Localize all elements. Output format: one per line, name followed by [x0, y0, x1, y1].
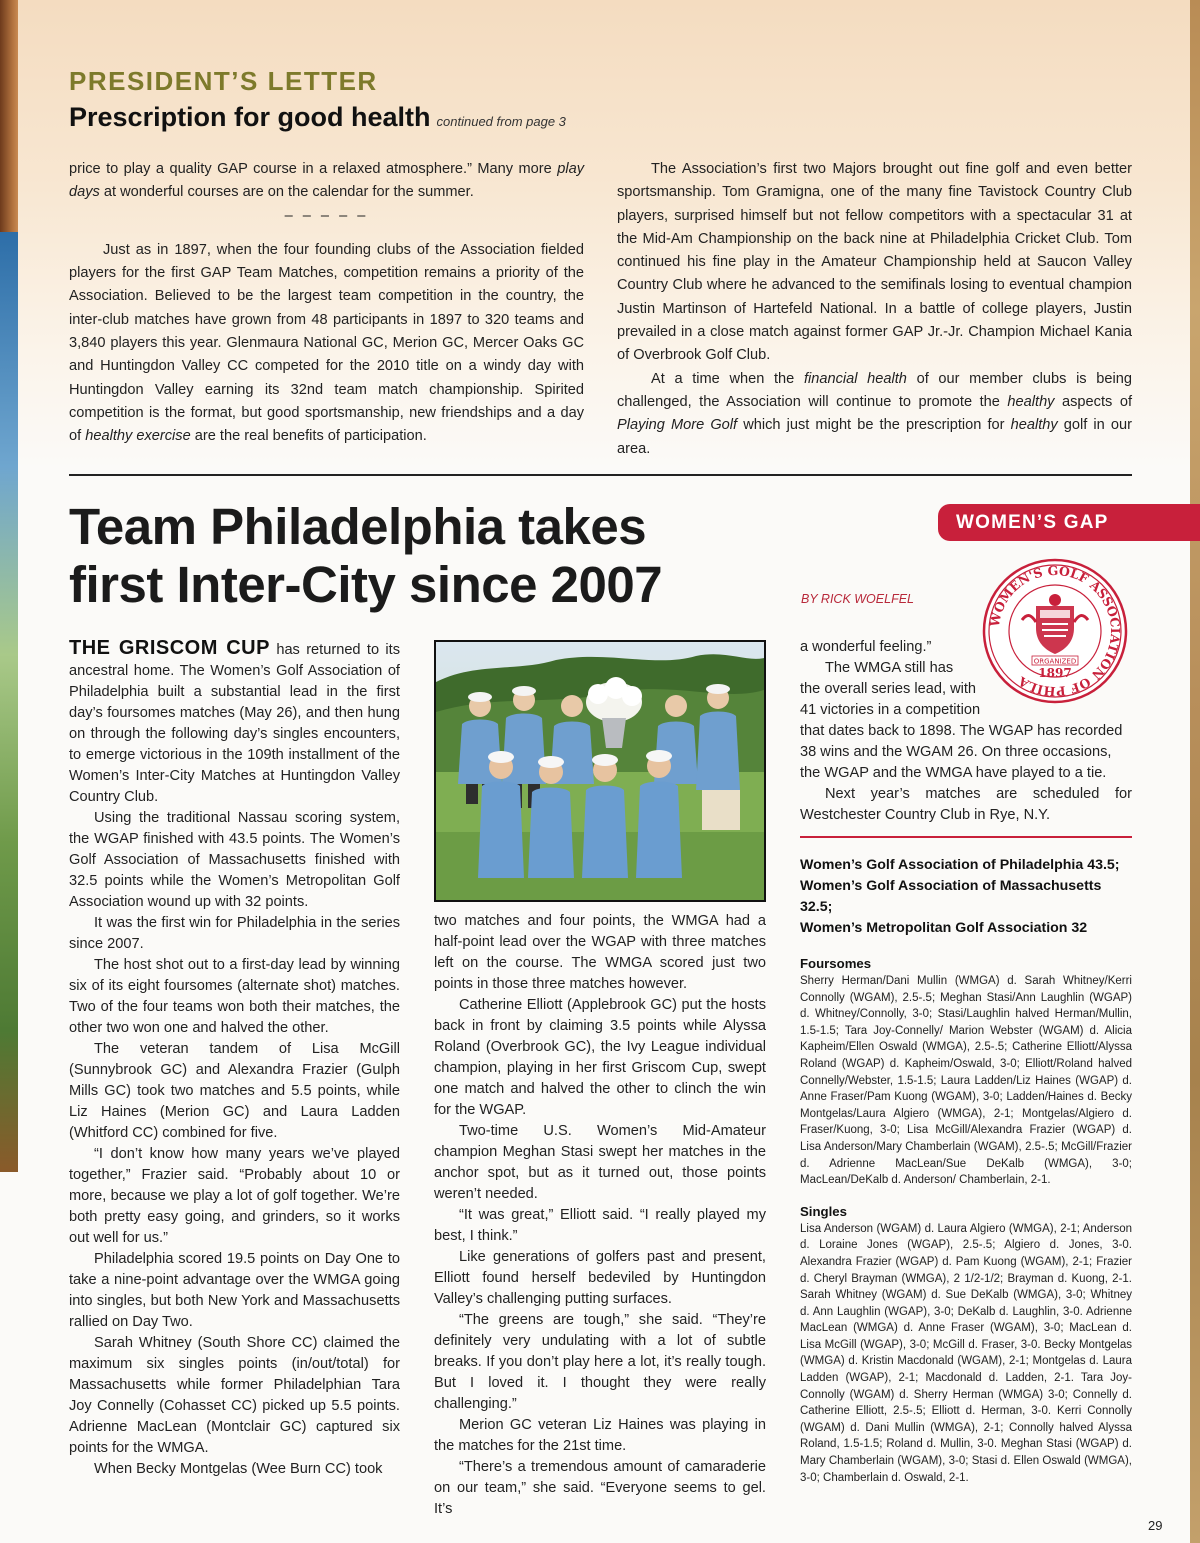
article-lead-in: THE GRISCOM CUP: [69, 637, 270, 659]
singles-results: Lisa Anderson (WGAM) d. Laura Algiero (WMGA), 2-1; Anderson d. Loraine Jones (WGAP), 2.5-.5; Algiero d. Jones, 3-0. Alexandra Frazier (WGAP) d. Pam Kuong (WGAM), 2-1; Frazier d. Cheryl Brayman (WMGA), 2 1/2-1/2; Brayman d. Kuong, 2-1. Sarah Whitney (WGAM) d. Sue DeKalb (WMGA), 3-0; Whitney d. Ann Laughlin (WGAP), 3-0; DeKalb d. Laughlin, 3-0. Adrienne MacLean (WMGA) d. Anne Fraser (WGAM), 3-0; MacLean d. Lisa McGill (WGAP), 3-0; McGill d. Fraser, 3-0. Becky Montgelas (WMGA) d. Kristin Macdonald (WGAM), 2-1; Montgelas d. Laura Ladden (WGAP), 2-1; Macdonald d. Ladden, 2-1. Tara Joy-Connolly (WGAM) d. Sherry Herman (WMGA) 3-0; Connelly d. Catherine Elliott, 2.5-.5; Elliott d. Herman, 3-0. Kerri Connolly (WGAM) d. Dani Mullin (WMGA), 2-1; Connolly halved Alyssa Roland, 1.5-1.5; Roland d. Mullin, 3-0. Meghan Stasi (WGAP) d. Mary Chamberlain (WGAM), 3-0; Stasi d. Ellen Oswald (WMGA), 3-0; Chamberlain d. Oswald, 2-1.: [800, 1222, 1132, 1484]
svg-text:1897: 1897: [1038, 666, 1072, 680]
article-paragraph: Catherine Elliott (Applebrook GC) put the hosts back in front by claiming 3.5 points while Alyssa Roland (Overbrook GC), the Ivy League individual champion, playing in her first Griscom Cup, swept one match and halved the other to clinch the win for the WGAP.: [434, 997, 766, 1118]
left-edge-landscape-strip: [0, 232, 18, 1172]
section-separator: – – – – –: [284, 207, 369, 224]
article-paragraph: Next year’s matches are scheduled for Westchester Country Club in Rye, N.Y.: [800, 786, 1132, 823]
article-paragraph: Like generations of golfers past and present, Elliott found herself bedeviled by Huntingdon Valley’s challenging putting surfaces.: [434, 1249, 766, 1307]
article-paragraph: Philadelphia scored 19.5 points on Day One to take a nine-point advantage over the WMGA going into singles, but both New York and Massachusetts rallied on Day Two.: [69, 1251, 400, 1330]
article-paragraph: Sarah Whitney (South Shore CC) claimed the maximum six singles points (in/out/total) for Massachusetts while former Philadelphian Tara Joy Connelly (Cohasset CC) picked up 5.5 points. Adrienne MacLean (Montclair GC) captured six points for the WMGA.: [69, 1335, 400, 1456]
article-column-3: [800, 637, 1132, 826]
continued-note: continued from page 3: [436, 114, 566, 129]
article-paragraph: “It was great,” Elliott said. “I really played my best, I think.”: [434, 1207, 766, 1244]
letter-paragraph: Just as in 1897, when the four founding clubs of the Association fielded players for the first GAP Team Matches, competition remains a priority of the Association. Believed to be the largest team competition in the country, the inter-club matches have grown from 48 participants in 1897 to 320 teams and 3,840 players this year. Glenmaura National GC, Merion GC, Mercer Oaks GC and Huntingdon Valley CC competed for the 2010 title on a windy day with Huntingdon Valley earning its 32nd team match championship. Spirited competition is the format, but good sportsmanship, new friendships and a day of healthy exercise are the real benefits of participation.: [69, 241, 584, 445]
article-paragraph: Using the traditional Nassau scoring system, the WGAP finished with 43.5 points. The Women’s Golf Association of Massachusetts finished with 32.5 points while the Women’s Metropolitan Golf Association wound up with 32 points.: [69, 810, 400, 910]
svg-text:ORGANIZED: ORGANIZED: [1033, 657, 1077, 666]
article-paragraph: The WMGA still has the overall series lead, with 41 victories in a competition that dates back to 1898. The WGAP has recorded 38 wins and the WGAM 26. On three occasions, the WGAP and the WMGA have played to a tie.: [800, 660, 1123, 781]
results-summary-line: Women’s Golf Association of Philadelphia 43.5;: [800, 857, 1120, 873]
results-box: [800, 855, 1132, 1486]
right-edge-strip: [1190, 0, 1200, 1543]
foursomes-heading: Foursomes: [800, 956, 872, 971]
section-kicker: PRESIDENT’S LETTER: [69, 66, 378, 96]
letter-column-1: [69, 158, 584, 449]
article-lead-paragraph: THE GRISCOM CUP has returned to its ancestral home. The Women’s Golf Association of Philadelphia built a substantial lead in the first day’s foursomes matches (May 26), and then hung on through the following day’s singles encounters, to emerge victorious in the 109th installment of the Women’s Inter-City Matches at Huntingdon Valley Country Club.: [69, 637, 400, 805]
letter-title-text: Prescription for good health: [69, 102, 431, 132]
page-number: 29: [1148, 1518, 1163, 1533]
article-paragraph: The veteran tandem of Lisa McGill (Sunnybrook GC) and Alexandra Frazier (Gulph Mills GC) took two matches and 5.5 points, while Liz Haines (Merion GC) and Laura Ladden (Whitford CC) combined for five.: [69, 1041, 400, 1141]
results-divider: [800, 836, 1132, 838]
letter-paragraph: At a time when the financial health of our member clubs is being challenged, the Association will continue to promote the healthy aspects of Playing More Golf which just might be the prescription for healthy golf in our area.: [617, 370, 1133, 457]
results-summary-line: Women’s Metropolitan Golf Association 32: [800, 920, 1088, 936]
article-paragraph: two matches and four points, the WMGA had a half-point lead over the WGAP with three matches left on the course. The WMGA scored just two points in those three matches however.: [434, 913, 766, 992]
foursomes-results: Sherry Herman/Dani Mullin (WMGA) d. Sarah Whitney/Kerri Connolly (WGAM), 2.5-.5; Meghan Stasi/Ann Laughlin (WGAP) d. Whitney/Connolly, 3-0; Stasi/Laughlin halved Herman/Mullin, 1.5-1.5; Tara Joy-Connelly/ Marion Webster (WGAM) d. Alicia Kapheim/Ellen Oswald (WMGA), 2.5-.5; Catherine Elliott/Alyssa Roland (WGAP) d. Kapheim/Oswald, 3-0; Elliott/Roland halved Connelly/Webster, 1.5-1.5; Laura Ladden/Liz Haines (WGAP) d. Anne Fraser/Pam Kuong (WGAM), 3-0; Ladden/Haines d. Becky Montgelas/Laura Algiero (WMGA), 2-1; Montgelas/Algiero d. Fraser/Kuong, 3-0; Lisa McGill/Alexandra Frazier (WGAP) d. Lisa Anderson/Mary Chamberlain (WGAM), 2.5-.5; McGill/Frazier d. Adrienne MacLean/Sue DeKalb (WMGA), 3-0; MacLean/DeKalb d. Anderson/ Chamberlain, 2-1.: [800, 975, 1132, 1187]
article-paragraph: Merion GC veteran Liz Haines was playing in the matches for the 21st time.: [434, 1417, 766, 1454]
article-paragraph: Two-time U.S. Women’s Mid-Amateur champion Meghan Stasi swept her matches in the anchor spot, but as it turned out, those points weren’t needed.: [434, 1123, 766, 1202]
section-divider: [69, 474, 1132, 476]
article-paragraph: When Becky Montgelas (Wee Burn CC) took: [94, 1461, 383, 1477]
article-paragraph: It was the first win for Philadelphia in the series since 2007.: [69, 915, 400, 952]
letter-title: [69, 102, 566, 133]
byline: BY RICK WOELFEL: [801, 592, 914, 606]
article-paragraph: “I don’t know how many years we’ve played together,” Frazier said. “Probably about 10 or more, because we play a lot of golf together. We’re both pretty easy going, and grinders, so it works out well for us.”: [69, 1146, 400, 1246]
article-headline: Team Philadelphia takes first Inter-City since 2007: [69, 498, 663, 613]
results-summary-line: Women’s Golf Association of Massachusetts 32.5;: [800, 878, 1102, 915]
article-paragraph: The host shot out to a first-day lead by winning six of its eight foursomes (alternate shot) matches. Two of the four teams won both their matches, the other two won one and halved the other.: [69, 957, 400, 1036]
singles-heading: Singles: [800, 1203, 847, 1219]
team-photo: [434, 640, 766, 902]
letter-paragraph: The Association’s first two Majors brought out fine golf and even better sportsmanship. Tom Gramigna, one of the many fine Tavistock Country Club players, surprised himself but not fellow competitors with a spectacular 31 at the Mid-Am Championship on the back nine at Philadelphia Cricket Club. Tom continued his fine play in the Amateur Championship held at Saucon Valley Country Club where he advanced to the semifinals losing to eventual champion Justin Martinson of Hartefeld National. In a battle of college players, Justin prevailed in a close match against former GAP Jr.-Jr. Champion Michael Kania of Overbrook Golf Club.: [617, 161, 1132, 364]
letter-paragraph: price to play a quality GAP course in a relaxed atmosphere.” Many more play days at wonderful courses are on the calendar for the summer.: [69, 161, 584, 201]
letter-column-2: [617, 158, 1132, 461]
article-paragraph: “The greens are tough,” she said. “They’re definitely very undulating with a lot of subtle breaks. If you don’t play here a lot, it’s really tough. But I loved it. I thought they were really challenging.”: [434, 1312, 766, 1412]
left-edge-photo-strip: [0, 0, 18, 232]
article-column-1: [69, 638, 400, 1480]
svg-text:WOMEN'S GOLF ASSOCIATION OF PH: WOMEN'S GOLF ASSOCIATION OF PHILA: [986, 562, 1124, 700]
article-column-2: [434, 911, 766, 1520]
article-paragraph: a wonderful feeling.”: [800, 639, 932, 655]
section-badge: WOMEN’S GAP: [938, 504, 1200, 541]
article-paragraph: “There’s a tremendous amount of camaraderie on our team,” she said. “Everyone seems to gel. It’s: [434, 1459, 766, 1517]
